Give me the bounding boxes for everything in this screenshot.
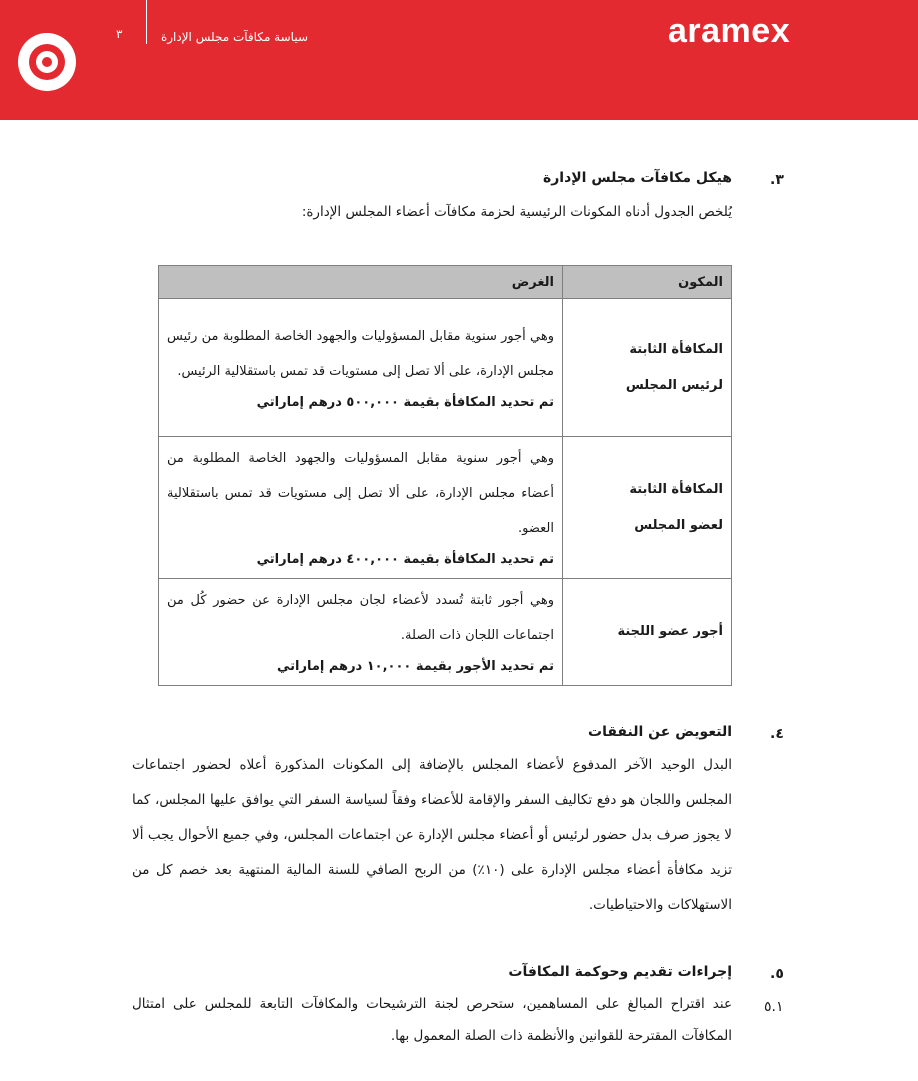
table-row bbox=[159, 299, 732, 437]
purpose-value: تم تحديد المكافأة بقيمة ٥٠٠,٠٠٠ درهم إماراتي bbox=[256, 394, 554, 410]
header-purpose: الغرض bbox=[159, 266, 563, 299]
table-header-row bbox=[159, 266, 732, 299]
page-number: ٣ bbox=[116, 27, 123, 41]
component-name-line: لعضو المجلس bbox=[634, 517, 723, 533]
header-divider bbox=[146, 0, 147, 44]
section-5-title: إجراءات تقديم وحوكمة المكافآت bbox=[508, 964, 732, 980]
components-table bbox=[158, 265, 732, 686]
component-name bbox=[563, 437, 732, 579]
brand-logo: aramex bbox=[668, 12, 791, 50]
component-purpose bbox=[159, 437, 563, 579]
purpose-value: تم تحديد الأجور بقيمة ١٠,٠٠٠ درهم إماراتي bbox=[276, 659, 554, 674]
section-3-number: ٣. bbox=[770, 172, 784, 188]
section-3-title: هيكل مكافآت مجلس الإدارة bbox=[542, 170, 732, 186]
section-5-1-number: ٥.١ bbox=[764, 999, 784, 1015]
component-name-line: أجور عضو اللجنة bbox=[617, 624, 723, 639]
target-logo-icon bbox=[18, 33, 76, 91]
header-component: المكون bbox=[563, 266, 732, 299]
component-name-line: لرئيس المجلس bbox=[625, 377, 723, 393]
table-row bbox=[159, 579, 732, 686]
purpose-text: وهي أجور سنوية مقابل المسؤوليات والجهود الخاصة المطلوبة من رئيس مجلس الإدارة، على ألا تصل إلى مستويات قد تمس باستقلالية الرئيس. bbox=[167, 328, 554, 379]
component-name bbox=[563, 299, 732, 437]
section-5-1-body: عند اقتراح المبالغ على المساهمين، ستحرص لجنة الترشيحات والمكافآت التابعة للمجلس على امتثال المكافآت المقترحة للقوانين والأنظمة ذات الصلة المعمول بها. bbox=[132, 996, 732, 1044]
purpose-text: وهي أجور سنوية مقابل المسؤوليات والجهود الخاصة المطلوبة من أعضاء مجلس الإدارة، على ألا تصل إلى مستويات قد تمس باستقلالية العضو. bbox=[167, 451, 554, 536]
section-4-body: البدل الوحيد الآخر المدفوع لأعضاء المجلس بالإضافة إلى المكونات المذكورة أعلاه لحضور اجتماعات المجلس واللجان هو دفع تكاليف السفر والإقامة للأعضاء وفقاً لسياسة السفر التي يوافق عليها المجلس، كما لا يجوز صرف بدل حضور لرئيس أو أعضاء مجلس الإدارة عن اجتماعات المجلس، وفي جميع الأحوال يجب ألا تزيد مكافأة أعضاء مجلس الإدارة على (١٠٪) من الربح الصافي للسنة المالية المنتهية بعد خصم كل من الاستهلاكات والاحتياطيات. bbox=[132, 757, 732, 913]
page-header bbox=[0, 0, 918, 120]
purpose-value: تم تحديد المكافأة بقيمة ٤٠٠,٠٠٠ درهم إماراتي bbox=[256, 552, 554, 567]
component-name-line: المكافأة الثابتة bbox=[629, 341, 723, 357]
component-name-line: المكافأة الثابتة bbox=[629, 481, 723, 497]
component-name bbox=[563, 579, 732, 686]
purpose-text: وهي أجور ثابتة تُسدد لأعضاء لجان مجلس الإدارة عن حضور كُل من اجتماعات اللجان ذات الصلة. bbox=[167, 593, 554, 643]
section-4-number: ٤. bbox=[770, 726, 784, 742]
section-4-title: التعويض عن النفقات bbox=[588, 724, 732, 740]
section-5-number: ٥. bbox=[770, 966, 784, 982]
component-purpose bbox=[159, 299, 563, 437]
document-title: سياسة مكافآت مجلس الإدارة bbox=[160, 30, 308, 44]
section-3-intro: يُلخص الجدول أدناه المكونات الرئيسية لحزمة مكافآت أعضاء المجلس الإدارة: bbox=[301, 204, 732, 220]
component-purpose bbox=[159, 579, 563, 686]
table-row bbox=[159, 437, 732, 579]
